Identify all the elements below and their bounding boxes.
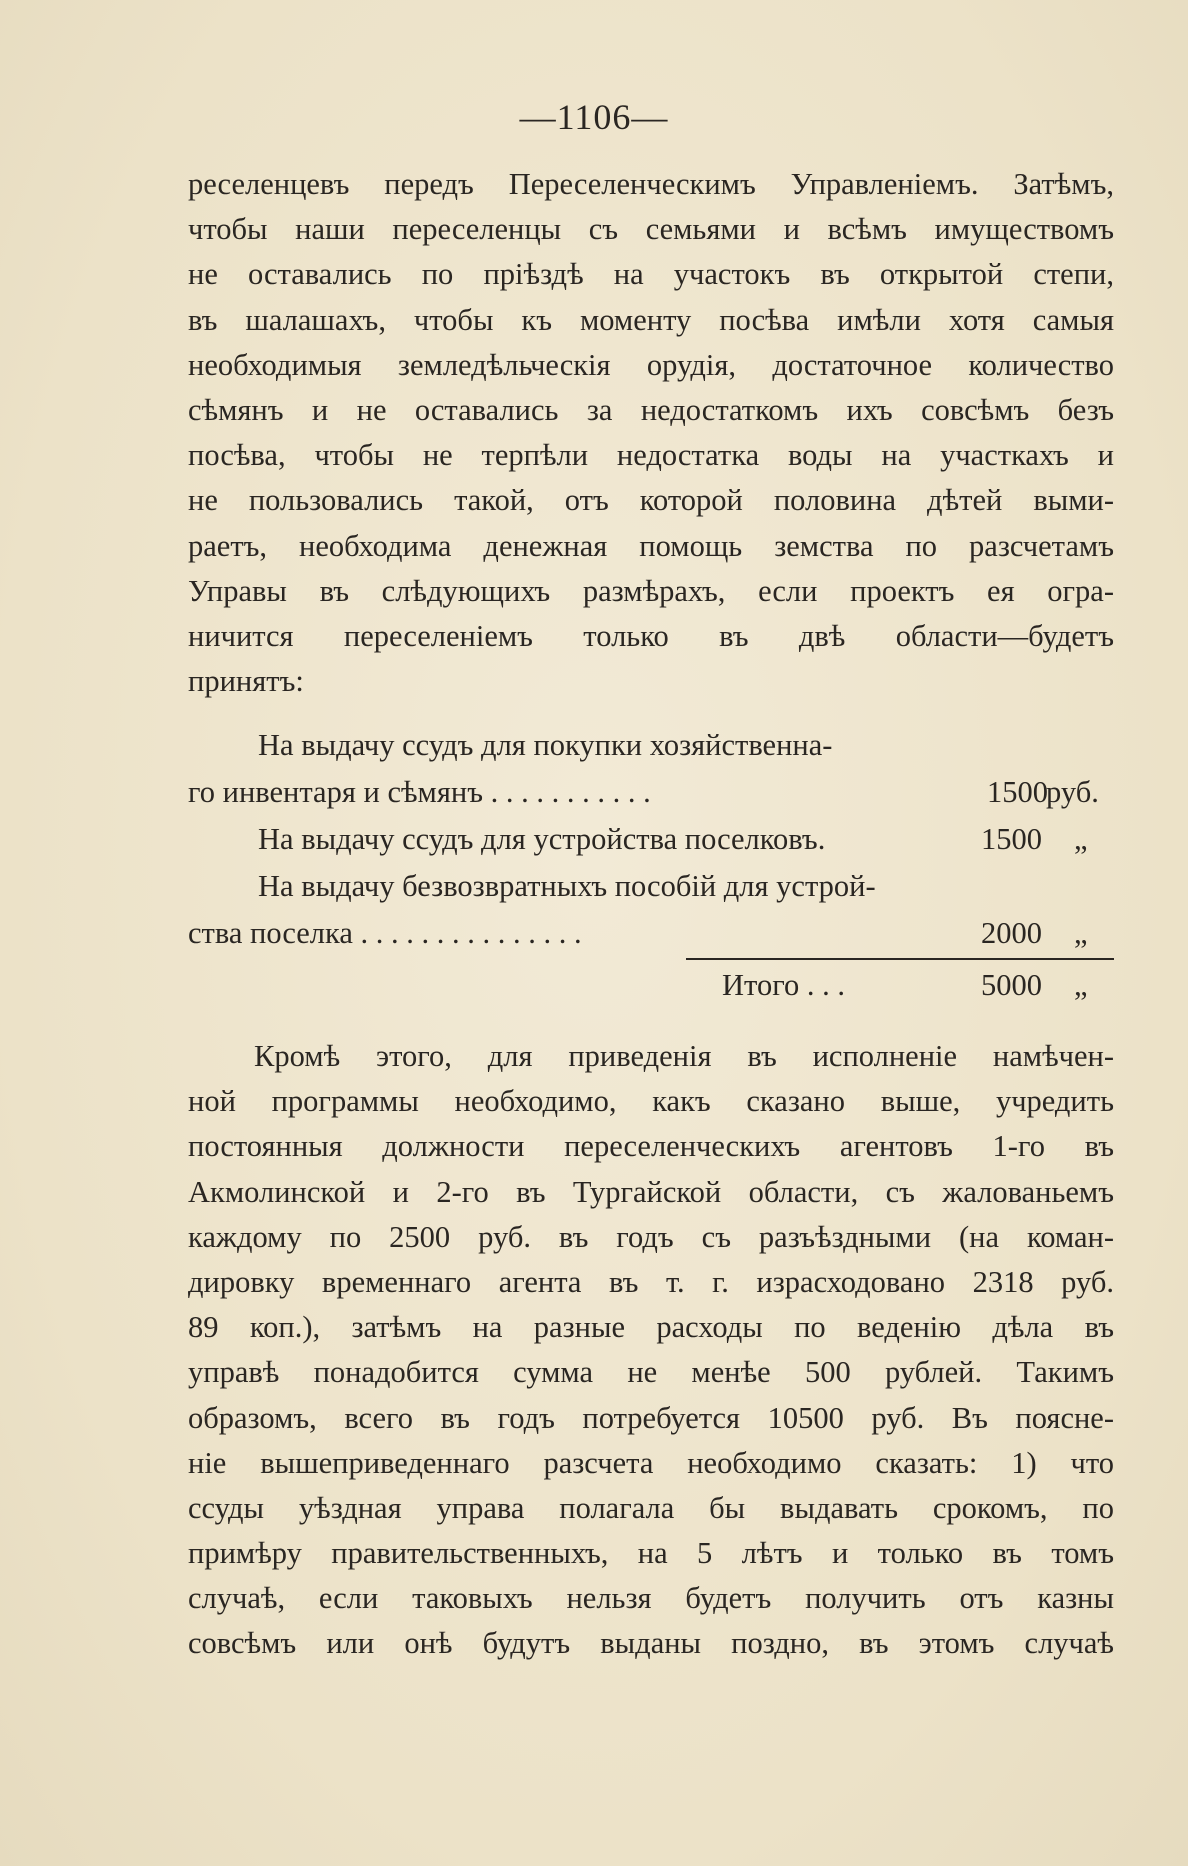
budget-table [188, 728, 1114, 963]
budget-amount: 1500 [981, 822, 1042, 856]
text-line: сѣмянъ и не оставались за недостаткомъ ихъ совсѣмъ безъ [188, 392, 1114, 427]
budget-item-text: ства поселка . . . . . . . . . . . . . . . [188, 916, 582, 950]
budget-item-text: На выдачу ссудъ для покупки хозяйственна- [258, 728, 833, 762]
text-line: Управы въ слѣдующихъ размѣрахъ, если проектъ ея огра- [188, 573, 1114, 608]
budget-item-text: На выдачу безвозвратныхъ пособій для устрой- [258, 869, 876, 903]
budget-total [188, 968, 1114, 1015]
text-line: необходимыя земледѣльческія орудія, достаточное количество [188, 347, 1114, 382]
budget-item-1-line-1 [188, 728, 1114, 775]
text-line: въ шалашахъ, чтобы къ моменту посѣва имѣли хотя самыя [188, 302, 1114, 337]
text-line: совсѣмъ или онѣ будутъ выданы поздно, въ этомъ случаѣ [188, 1626, 1114, 1661]
text-line: реселенцевъ передъ Переселенческимъ Управленіемъ. Затѣмъ, [188, 167, 1114, 201]
text-line: ничится переселеніемъ только въ двѣ области—будетъ [188, 618, 1114, 653]
text-line: ніе вышеприведеннаго разсчета необходимо сказать: 1) что [188, 1445, 1114, 1480]
budget-item-text: На выдачу ссудъ для устройства поселковъ. [258, 822, 826, 856]
text-line: образомъ, всего въ годъ потребуется 10500 руб. Въ поясне- [188, 1400, 1114, 1435]
budget-item-3-line-1 [188, 869, 1114, 916]
text-line: посѣва, чтобы не терпѣли недостатка воды на участкахъ и [188, 438, 1114, 473]
paragraph-2 [188, 1034, 1114, 1667]
total-rule [686, 958, 1114, 960]
text-line: не пользовались такой, отъ которой половина дѣтей выми- [188, 483, 1114, 518]
text-line: не оставались по пріѣздѣ на участокъ въ открытой степи, [188, 257, 1114, 292]
text-line: раетъ, необходима денежная помощь земства по разсчетамъ [188, 528, 1114, 563]
page-number: —1106— [519, 97, 669, 137]
budget-item-2 [188, 822, 1114, 869]
total-amount: 5000 [981, 968, 1042, 1002]
text-line: принятъ: [188, 664, 304, 699]
text-line: Кромѣ этого, для приведенія въ исполненіе намѣчен- [254, 1039, 1114, 1073]
text-line: случаѣ, если таковыхъ нельзя будетъ получить отъ казны [188, 1581, 1114, 1616]
budget-amount: 1500 [987, 775, 1048, 809]
text-line: дировку временнаго агента въ т. г. израсходовано 2318 руб. [188, 1264, 1114, 1299]
text-line: постоянныя должности переселенческихъ агентовъ 1-го въ [188, 1129, 1114, 1164]
text-line: ссуды уѣздная управа полагала бы выдавать срокомъ, по [188, 1490, 1114, 1525]
budget-ditto-mark: „ [1074, 916, 1088, 950]
budget-item-text: го инвентаря и сѣмянъ . . . . . . . . . . . [188, 775, 651, 809]
text-line: 89 коп.), затѣмъ на разные расходы по веденію дѣла въ [188, 1310, 1114, 1345]
text-line: управѣ понадобится сумма не менѣе 500 рублей. Такимъ [188, 1355, 1114, 1390]
budget-ditto-mark: „ [1074, 968, 1088, 1002]
budget-item-3-line-2 [188, 916, 1114, 963]
text-line: каждому по 2500 руб. въ годъ съ разъѣздными (на коман- [188, 1219, 1114, 1254]
text-line: чтобы наши переселенцы съ семьями и всѣмъ имуществомъ [188, 212, 1114, 247]
budget-currency: руб. [1046, 775, 1099, 809]
paragraph-1 [188, 162, 1114, 704]
budget-item-1-line-2 [188, 775, 1114, 822]
total-label: Итого . . . [722, 968, 845, 1002]
text-line: ной программы необходимо, какъ сказано выше, учредить [188, 1084, 1114, 1119]
budget-amount: 2000 [981, 916, 1042, 950]
text-line: Акмолинской и 2-го въ Тургайской области, съ жалованьемъ [188, 1174, 1114, 1209]
text-line: примѣру правительственныхъ, на 5 лѣтъ и только въ томъ [188, 1536, 1114, 1571]
budget-ditto-mark: „ [1074, 822, 1088, 856]
